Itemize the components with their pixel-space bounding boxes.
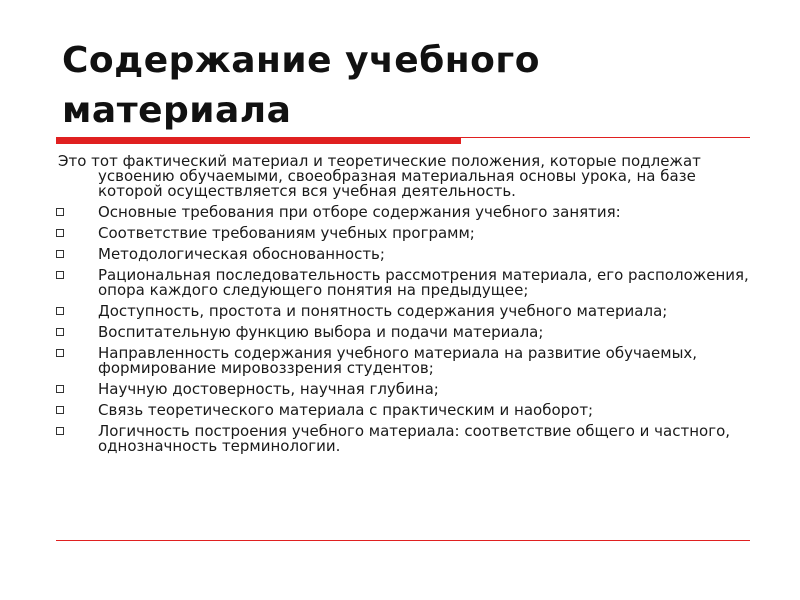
hollow-square-icon	[56, 208, 64, 216]
title-underline-thick	[56, 137, 461, 144]
hollow-square-icon	[56, 406, 64, 414]
list-item	[56, 205, 756, 220]
bullet-list	[56, 205, 756, 454]
hollow-square-icon	[56, 328, 64, 336]
list-item-text: Воспитательную функцию выбора и подачи материала;	[98, 323, 544, 341]
list-item	[56, 247, 756, 262]
hollow-square-icon	[56, 250, 64, 258]
hollow-square-icon	[56, 271, 64, 279]
list-item-text: Соответствие требованиям учебных программ;	[98, 224, 475, 242]
list-item	[56, 226, 756, 241]
list-item-text: Доступность, простота и понятность содержания учебного материала;	[98, 302, 668, 320]
title-underline-thin	[461, 137, 750, 138]
hollow-square-icon	[56, 349, 64, 357]
list-item-text: Направленность содержания учебного материала на развитие обучаемых, формирование мировоззрения студентов;	[98, 344, 698, 377]
list-item-text: Рациональная последовательность рассмотрения материала, его расположения, опора каждого следующего понятия на предыдущее;	[98, 266, 749, 299]
hollow-square-icon	[56, 307, 64, 315]
list-item	[56, 424, 756, 454]
slide-title: Содержание учебного материала	[62, 40, 540, 131]
footer-divider	[56, 540, 750, 541]
list-item	[56, 325, 756, 340]
hollow-square-icon	[56, 385, 64, 393]
list-item	[56, 304, 756, 319]
list-item-text: Основные требования при отборе содержания учебного занятия:	[98, 203, 621, 221]
list-item	[56, 346, 756, 376]
intro-paragraph: Это тот фактический материал и теоретические положения, которые подлежат усвоению обучаемыми, своеобразная материальная основы урока, на базе которой осуществляется вся учебная деятельность.	[58, 152, 701, 200]
list-item	[56, 403, 756, 418]
hollow-square-icon	[56, 229, 64, 237]
slide-body	[56, 154, 756, 460]
list-item-text: Связь теоретического материала с практическим и наоборот;	[98, 401, 594, 419]
list-item-text: Научную достоверность, научная глубина;	[98, 380, 439, 398]
hollow-square-icon	[56, 427, 64, 435]
list-item	[56, 382, 756, 397]
list-item-text: Логичность построения учебного материала: соответствие общего и частного, однозначность терминологии.	[98, 422, 731, 455]
list-item	[56, 268, 756, 298]
list-item-text: Методологическая обоснованность;	[98, 245, 385, 263]
